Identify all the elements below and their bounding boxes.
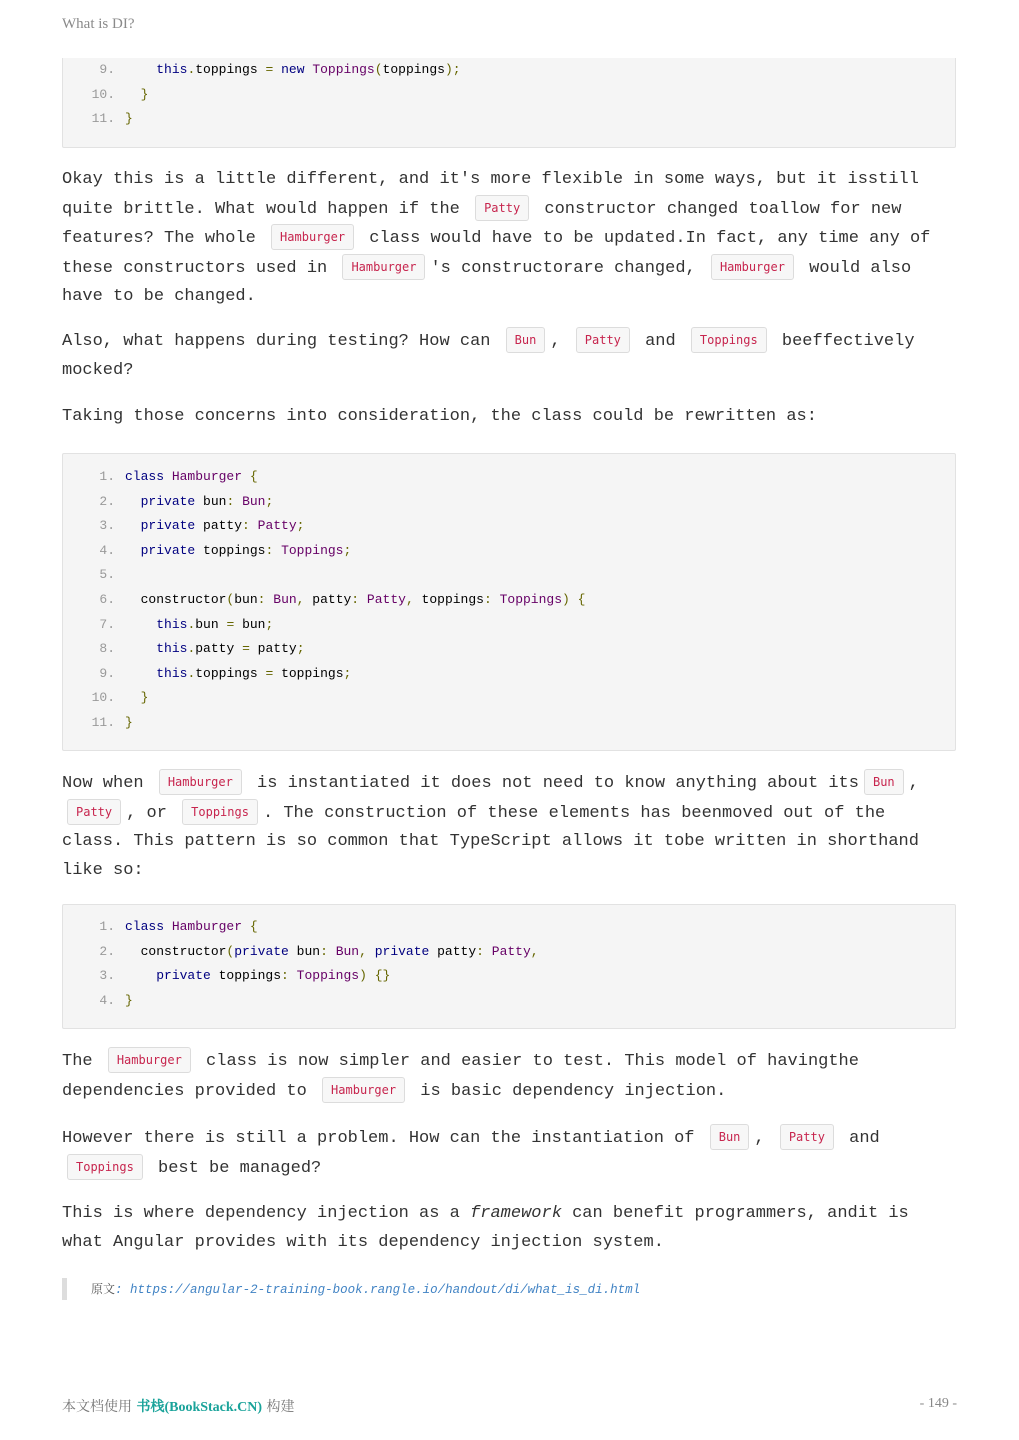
code-line [63, 964, 955, 989]
code-token [242, 469, 250, 484]
code-token: patty [249, 641, 297, 657]
footer-credit [62, 1396, 295, 1416]
code-token: ) [562, 591, 570, 607]
code-token [359, 592, 367, 607]
line-number: 11. [91, 111, 115, 127]
text-run: constructor changed toallow for new features? The whole [62, 199, 902, 249]
line-number: 8. [99, 641, 115, 657]
code-token: . [187, 616, 196, 632]
source-separator: : [115, 1283, 123, 1297]
code-token: . [187, 665, 196, 681]
code-token: , [530, 943, 539, 959]
paragraph-1 [62, 166, 956, 312]
code-token: Bun [273, 591, 297, 607]
line-number: 4. [99, 542, 115, 558]
code-token [250, 518, 258, 533]
code-token: Hamburger [171, 919, 243, 934]
code-token: ; [343, 542, 352, 558]
code-line [63, 490, 955, 515]
text-run: is instantiated it does not need to know anything about its [246, 774, 859, 793]
code-token: private [156, 968, 211, 984]
code-line [63, 915, 955, 940]
code-block-3 [62, 904, 956, 1029]
line-number: 9. [99, 62, 115, 77]
source-quote [62, 1278, 640, 1300]
code-token: private [374, 943, 430, 959]
code-line [63, 662, 955, 687]
code-token: {} [374, 968, 391, 984]
paragraph-3 [62, 403, 956, 432]
code-token: , [405, 591, 414, 607]
code-line [63, 613, 955, 638]
code-token: bun [195, 493, 227, 509]
inline-code: Hamburger [159, 769, 242, 795]
line-number: 1. [99, 469, 115, 484]
code-token: private [140, 542, 196, 558]
inline-code: Bun [710, 1124, 750, 1150]
inline-code: Bun [506, 327, 546, 353]
code-token: constructor [125, 591, 227, 607]
code-token: : [483, 591, 492, 607]
text-run: Also, what happens during testing? How can [62, 332, 501, 351]
code-token: , [296, 591, 305, 607]
footer-prefix: 本文档使用 [62, 1399, 137, 1415]
code-token: ; [265, 616, 274, 632]
text-run: The [62, 1052, 103, 1071]
footer-suffix: 构建 [262, 1399, 295, 1415]
line-number: 2. [99, 493, 115, 509]
code-token: { [577, 591, 586, 607]
code-block-1 [62, 58, 956, 148]
text-run: and [838, 1129, 880, 1148]
code-token: } [140, 690, 149, 706]
text-run: , [550, 332, 571, 351]
inline-code: Patty [475, 195, 529, 221]
text-run: best be managed? [147, 1158, 322, 1178]
code-token [570, 592, 578, 607]
code-token: : [320, 943, 328, 959]
code-token: private [234, 943, 289, 959]
code-token: Bun [242, 493, 266, 509]
code-token [125, 641, 156, 656]
page-header-title: What is DI? [62, 16, 135, 32]
inline-code: Toppings [691, 327, 767, 353]
code-token [367, 944, 375, 959]
inline-code: Bun [864, 769, 904, 795]
code-line [63, 465, 955, 490]
code-token: toppings [195, 62, 266, 77]
paragraph-2 [62, 327, 956, 385]
page-number: - 149 - [919, 1396, 957, 1411]
code-line [63, 58, 955, 83]
code-token: ( [226, 943, 235, 959]
code-token: Toppings [296, 968, 360, 984]
code-token [234, 494, 242, 509]
emphasis-text: framework [470, 1204, 562, 1223]
code-token [125, 62, 156, 77]
code-token: { [249, 469, 258, 484]
code-token: Patty [491, 943, 531, 959]
code-token [273, 543, 281, 558]
code-token: Toppings [499, 591, 563, 607]
code-token: . [187, 62, 196, 77]
code-token: patty [304, 591, 352, 607]
text-run: 's constructorare changed, [430, 258, 706, 278]
code-token: = [265, 62, 274, 77]
code-token: ; [265, 493, 274, 509]
code-token: , [359, 943, 367, 959]
line-number: 1. [99, 919, 115, 934]
inline-code: Hamburger [271, 224, 354, 250]
code-token: this [156, 641, 188, 657]
line-number: 11. [91, 714, 115, 730]
code-token: Toppings [312, 62, 375, 77]
text-run: class is now simpler and easier to test. This model of havingthe dependencies provided to [62, 1052, 859, 1101]
text-run: , or [126, 803, 178, 823]
code-token: new [281, 62, 305, 77]
text-run: beeffectively mocked? [62, 332, 915, 380]
line-number: 6. [99, 591, 115, 607]
code-line [63, 588, 955, 613]
code-token [367, 968, 375, 983]
code-token: toppings [273, 665, 344, 681]
code-line [63, 637, 955, 662]
code-token [125, 666, 156, 681]
text-run: Now when [62, 774, 154, 793]
code-token [125, 968, 156, 983]
footer-brand-link[interactable]: 书栈(BookStack.CN) [136, 1400, 263, 1415]
inline-code: Hamburger [108, 1047, 191, 1073]
code-line [63, 83, 955, 108]
text-run: and [634, 332, 686, 351]
code-token [125, 617, 156, 632]
line-number: 3. [99, 968, 115, 984]
code-token: ; [343, 665, 352, 681]
text-run: can benefit programmers, andit is what Angular provides with its dependency injection system. [62, 1204, 909, 1252]
code-token [125, 690, 141, 705]
code-token: patty [429, 943, 477, 959]
line-number: 9. [99, 665, 115, 681]
inline-code: Patty [780, 1124, 834, 1150]
code-token: = [242, 641, 250, 657]
code-token: ( [374, 62, 383, 77]
code-token: ; [296, 518, 305, 534]
text-run: However there is still a problem. How can the instantiation of [62, 1129, 705, 1148]
text-run: Taking those concerns into consideration, the class could be rewritten as: [62, 407, 817, 426]
paragraph-7 [62, 1200, 956, 1257]
code-line [63, 563, 955, 588]
code-token: toppings [382, 62, 445, 77]
code-token [164, 469, 172, 484]
source-link[interactable]: https://angular-2-training-book.rangle.io/handout/di/what_is_di.html [130, 1283, 641, 1297]
text-run: , [908, 774, 919, 793]
code-token: toppings [195, 542, 266, 558]
inline-code: Hamburger [322, 1077, 405, 1103]
code-token: toppings [195, 665, 266, 681]
code-token: } [125, 714, 133, 730]
code-token: Toppings [281, 542, 344, 558]
inline-code: Patty [576, 327, 630, 353]
code-token: this [156, 665, 188, 681]
code-token: toppings [210, 968, 282, 984]
code-token: class [125, 469, 165, 484]
code-token: bun [195, 616, 227, 632]
code-token: bun [288, 943, 321, 959]
code-token: bun [234, 591, 258, 607]
code-line [63, 514, 955, 539]
code-token: = [265, 665, 274, 681]
code-token: ( [226, 591, 235, 607]
line-number: 10. [91, 86, 115, 102]
line-number: 2. [99, 943, 115, 959]
code-line [63, 940, 955, 965]
inline-code: Toppings [67, 1154, 143, 1180]
code-token: . [187, 641, 196, 657]
code-token: private [140, 493, 196, 509]
code-token: ; [296, 641, 305, 657]
code-token: { [249, 919, 258, 934]
code-token: : [265, 542, 274, 558]
code-line [63, 686, 955, 711]
code-token: toppings [413, 591, 484, 607]
code-token: bun [234, 616, 266, 632]
inline-code: Hamburger [342, 254, 425, 280]
inline-code: Toppings [182, 799, 258, 825]
code-line [63, 539, 955, 564]
code-token [328, 944, 336, 959]
text-run: is basic dependency injection. [410, 1081, 727, 1101]
code-token [492, 592, 500, 607]
inline-code: Hamburger [711, 254, 794, 280]
code-token: : [226, 493, 235, 509]
text-run: would also have to be changed. [62, 258, 912, 307]
text-run: Okay this is a little different, and it's more flexible in some ways, but it isstill quite brittle. What would happen if the [62, 170, 919, 219]
code-token [125, 87, 141, 102]
code-token: constructor [125, 943, 227, 959]
code-token: Patty [366, 591, 406, 607]
code-token: : [257, 591, 266, 607]
code-token: } [125, 992, 133, 1008]
code-token: ) [359, 968, 367, 984]
code-token [273, 62, 281, 77]
line-number: 7. [99, 616, 115, 632]
text-run: , [754, 1129, 775, 1148]
text-run: . The construction of these elements has beenmoved out of the class. This pattern is so common that TypeScript allows it tobe written in shorthand like so: [62, 803, 919, 880]
line-number: 4. [99, 992, 115, 1008]
code-token: class [125, 919, 165, 934]
paragraph-6 [62, 1124, 956, 1183]
code-token: private [140, 518, 196, 534]
line-number: 5. [99, 567, 115, 583]
code-line [63, 989, 955, 1014]
code-token [484, 944, 492, 959]
code-token: Hamburger [171, 469, 243, 484]
code-line [63, 711, 955, 736]
code-token: } [140, 86, 149, 102]
code-token [125, 518, 141, 533]
code-token [125, 543, 141, 558]
code-token: this [156, 616, 188, 632]
code-token: : [476, 943, 484, 959]
code-token: : [351, 591, 360, 607]
code-token: this [156, 62, 188, 77]
code-token: } [125, 111, 133, 127]
code-line [63, 107, 955, 132]
inline-code: Patty [67, 799, 121, 825]
code-token: ); [444, 62, 461, 77]
line-number: 10. [91, 690, 115, 706]
text-run: class would have to be updated.In fact, any time any of these constructors used in [62, 229, 931, 278]
code-token: Patty [257, 518, 297, 534]
code-token: patty [195, 518, 243, 534]
code-token: : [242, 518, 250, 534]
code-token [289, 968, 297, 983]
text-run: This is where dependency injection as a [62, 1204, 471, 1223]
paragraph-5 [62, 1047, 956, 1106]
code-block-2 [62, 453, 956, 751]
code-token: = [226, 616, 235, 632]
code-token: : [281, 968, 289, 984]
code-token [242, 919, 250, 934]
paragraph-4 [62, 769, 956, 885]
code-token [125, 494, 141, 509]
code-token: patty [195, 641, 243, 657]
line-number: 3. [99, 518, 115, 534]
code-token: Bun [335, 943, 360, 959]
code-token [164, 919, 172, 934]
source-label: 原文 [91, 1282, 116, 1296]
